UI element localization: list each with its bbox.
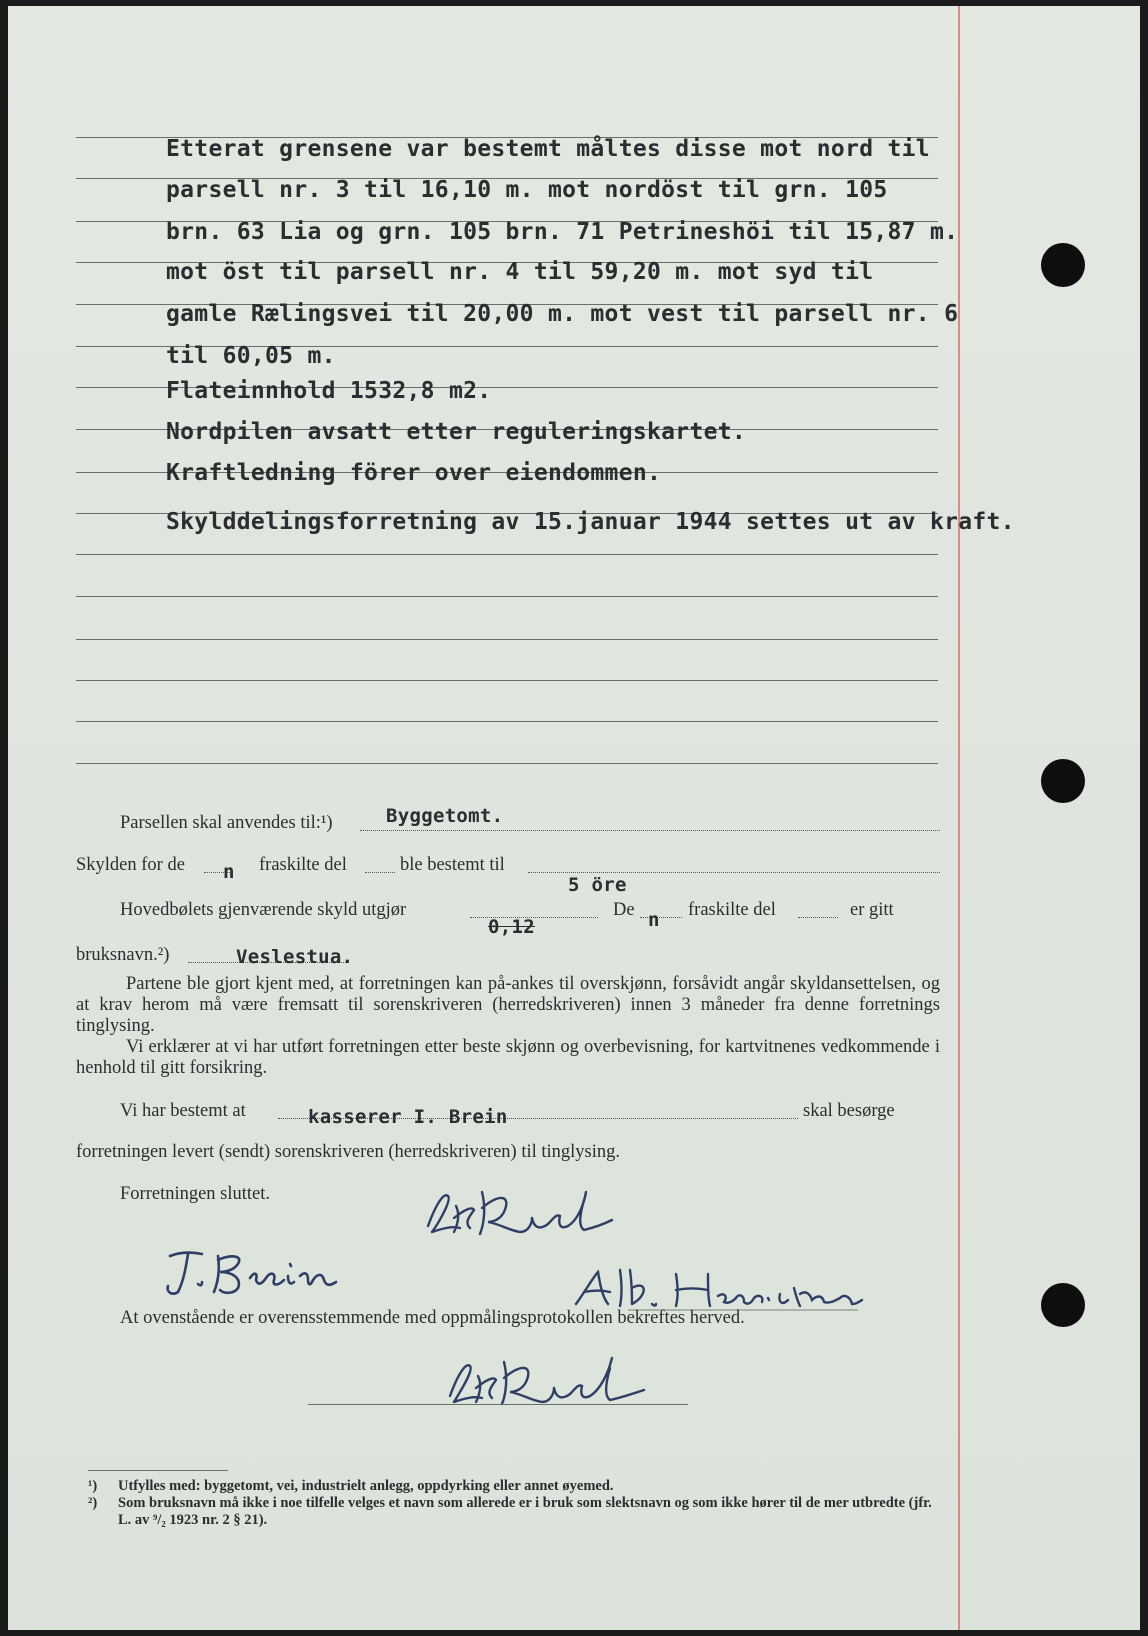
paragraph: Vi erklærer at vi har utført forretningen etter beste skjønn og overbevisning, for kartvitnenes vedkommende i henhold til gitt forsikring. <box>76 1037 940 1078</box>
typed-line: til 60,05 m. <box>166 343 336 369</box>
footnote-rule <box>88 1470 228 1471</box>
hovedbolet-label: Hovedbølets gjenværende skyld utgjør <box>120 900 407 920</box>
skylden-label: Skylden for de <box>76 855 185 875</box>
hovedbolet-label-c: fraskilte del <box>688 900 776 920</box>
binder-hole <box>1041 1283 1085 1327</box>
skylden-fill: n <box>223 861 235 883</box>
signature-rud-1 <box>408 1184 628 1244</box>
typed-line: brn. 63 Lia og grn. 105 brn. 71 Petrineshöi til 15,87 m. <box>166 219 959 245</box>
ruled-line <box>76 763 938 764</box>
footnote-2 <box>88 1495 948 1529</box>
parsellen-label: Parsellen skal anvendes til:¹) <box>120 813 333 833</box>
footnote-1 <box>88 1478 948 1495</box>
margin-line <box>958 6 960 1630</box>
bestemt-value: kasserer I. Brein <box>308 1106 508 1128</box>
bestemt-label-b: skal besørge <box>803 1101 895 1121</box>
ruled-line <box>76 554 938 555</box>
footnote-number: ¹) <box>88 1478 98 1494</box>
hovedbolet-value: 0,12 <box>488 916 535 938</box>
binder-hole <box>1041 243 1085 287</box>
typed-line: gamle Rælingsvei til 20,00 m. mot vest til parsell nr. 6 <box>166 301 959 327</box>
ruled-line <box>76 680 938 681</box>
hovedbolet-fill: n <box>648 909 660 931</box>
legal-paragraphs <box>76 974 940 1079</box>
attest-text: At ovenstående er overensstemmende med oppmålingsprotokollen bekreftes herved. <box>120 1308 745 1328</box>
skylden-label-c: ble bestemt til <box>400 855 505 875</box>
skylden-label-b: fraskilte del <box>259 855 347 875</box>
footnote-text: Utfylles med: byggetomt, vei, industrielt anlegg, oppdyrking eller annet øyemed. <box>118 1478 614 1494</box>
ruled-line <box>76 721 938 722</box>
signature-rud-2 <box>430 1352 670 1412</box>
typed-line: Etterat grensene var bestemt måltes disse mot nord til <box>166 136 930 162</box>
bruksnavn-value: Veslestua. <box>236 946 354 968</box>
footnote-number: ²) <box>88 1495 98 1511</box>
paragraph: Partene ble gjort kjent med, at forretningen kan på-ankes til overskjønn, forsåvidt angår skyldansettelsen, og at krav herom må være fremsatt til sorenskriveren (herredskriveren) innen 3 måneder fra denne forretnings tinglysing. <box>76 974 940 1036</box>
ruled-line <box>76 596 938 597</box>
sluttet-text: Forretningen sluttet. <box>120 1184 271 1204</box>
fill-dots <box>640 917 682 918</box>
typed-line: Kraftledning förer over eiendommen. <box>166 460 662 486</box>
signature-brein <box>158 1242 378 1302</box>
bruksnavn-label: bruksnavn.²) <box>76 945 170 965</box>
hovedbolet-label-b: De <box>613 900 635 920</box>
bestemt-label: Vi har bestemt at <box>120 1101 246 1121</box>
typed-line: parsell nr. 3 til 16,10 m. mot nordöst til grn. 105 <box>166 177 888 203</box>
skylden-value: 5 öre <box>568 874 627 896</box>
typed-line: Nordpilen avsatt etter reguleringskartet. <box>166 419 747 445</box>
typed-line: Flateinnhold 1532,8 m2. <box>166 378 492 404</box>
signature-line <box>308 1404 688 1405</box>
bestemt-line2: forretningen levert (sendt) sorenskriveren (herredskriveren) til tinglysing. <box>76 1142 621 1162</box>
footnotes <box>88 1478 948 1529</box>
hovedbolet-label-d: er gitt <box>850 900 894 920</box>
binder-hole <box>1041 759 1085 803</box>
fill-dots <box>365 872 395 873</box>
parsellen-value: Byggetomt. <box>386 805 504 827</box>
signature-henriksen <box>568 1264 868 1314</box>
ruled-line <box>76 639 938 640</box>
fill-dots <box>528 872 940 873</box>
fill-dots <box>798 917 838 918</box>
footnote-text: Som bruksnavn må ikke i noe tilfelle velges et navn som allerede er i bruk som slektsnavn og som ikke hører til de mer utbredte (jfr. L. av ⁹/₂ 1923 nr. 2 § 21). <box>118 1495 932 1528</box>
fill-dots <box>360 830 940 831</box>
typed-line: Skylddelingsforretning av 15.januar 1944 settes ut av kraft. <box>166 509 1015 535</box>
document-page <box>8 6 1140 1630</box>
typed-line: mot öst til parsell nr. 4 til 59,20 m. mot syd til <box>166 259 874 285</box>
